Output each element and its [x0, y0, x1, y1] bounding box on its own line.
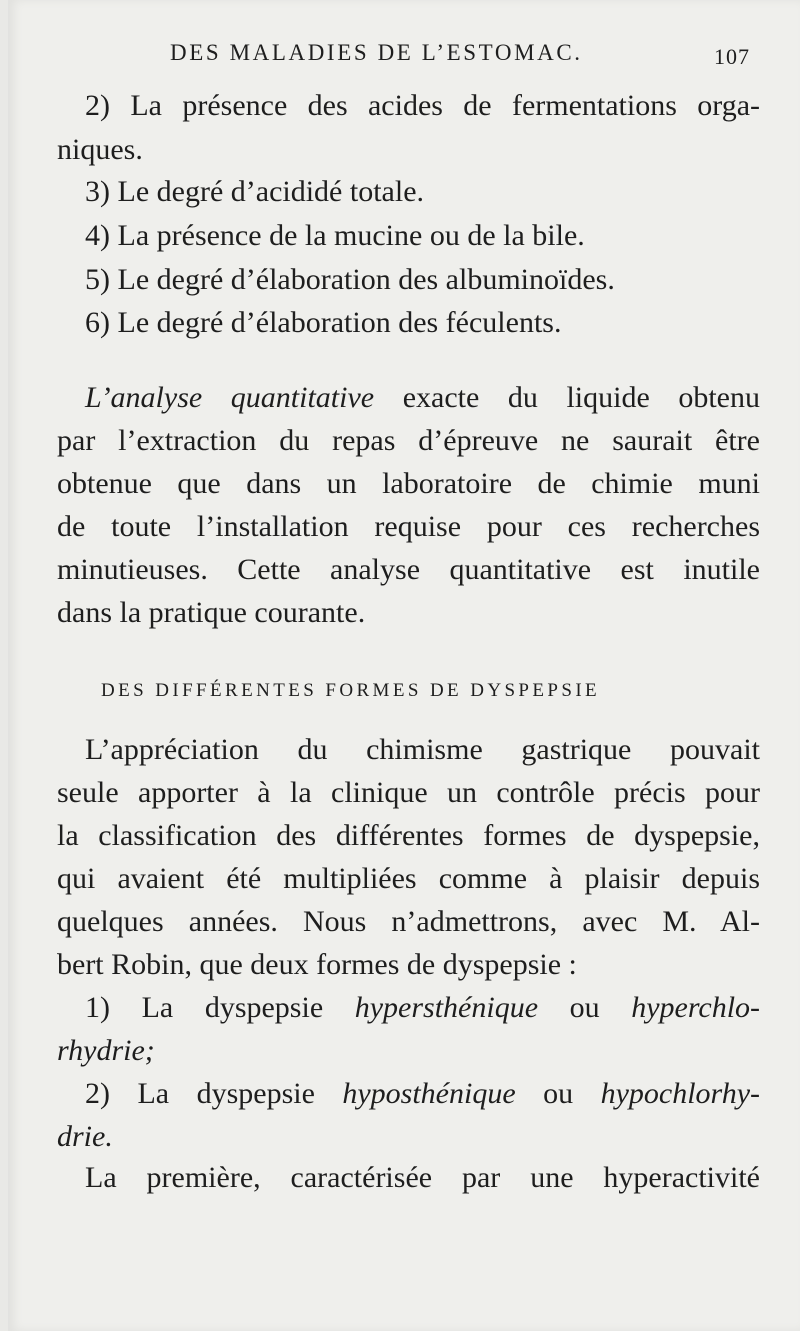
paragraph1-line3: obtenue que dans un laboratoire de chimie muni: [57, 467, 760, 500]
form-connector: ou: [569, 991, 600, 1024]
paragraph-text: exacte du liquide obtenu: [402, 381, 760, 414]
paragraph1-line4: de toute l’installation requise pour ces recherches: [57, 510, 760, 543]
paragraph2-line2: seule apporter à la clinique un contrôle précis pour: [57, 776, 760, 809]
form-prefix: La dyspepsie: [141, 991, 324, 1024]
form-term-alt-continued: rhydrie;: [57, 1034, 155, 1067]
form-number: 2): [85, 1077, 110, 1110]
list-item-text: Le degré d’acididé totale.: [117, 175, 425, 208]
book-page: [8, 0, 800, 1331]
paragraph2-line4: qui avaient été multipliées comme à plaisir depuis: [57, 862, 760, 895]
form-number: 1): [85, 991, 110, 1024]
page-number: 107: [714, 44, 750, 69]
form-connector: ou: [543, 1077, 574, 1110]
list-item-number: 3): [85, 175, 110, 208]
form-2-line1: [85, 1076, 760, 1112]
form-prefix: La dyspepsie: [137, 1077, 315, 1110]
paragraph1-line6: dans la pratique courante.: [57, 596, 366, 629]
form-1-line2: [57, 1033, 155, 1069]
list-item-text: Le degré d’élaboration des féculents.: [117, 306, 562, 339]
paragraph1-line5: minutieuses. Cette analyse quantitative est inutile: [57, 553, 760, 586]
running-head-title: DES MALADIES DE L’ESTOMAC.: [170, 40, 583, 65]
form-term-alt: hyperchlo-: [631, 991, 761, 1024]
list-item-number: 6): [85, 306, 110, 339]
italic-term: L’analyse quantitative: [85, 381, 375, 414]
form-term-alt: hypochlorhy-: [600, 1077, 760, 1110]
list-item-4: [85, 218, 585, 254]
list-item-2-line1: [85, 88, 760, 124]
form-2-line2: [57, 1119, 113, 1155]
paragraph3-line1: La première, caractérisée par une hyperactivité: [85, 1161, 760, 1194]
form-1-line1: [85, 990, 760, 1026]
form-term: hypersthénique: [354, 991, 539, 1024]
list-item-6: [85, 305, 561, 341]
form-term-alt-continued: drie.: [57, 1120, 113, 1153]
list-item-number: 5): [85, 263, 110, 296]
paragraph1-line2: par l’extraction du repas d’épreuve ne saurait être: [57, 424, 760, 457]
list-item-3: [85, 174, 424, 210]
list-item-2-line2: niques.: [57, 133, 143, 166]
list-item-5: [85, 262, 615, 298]
paragraph2-line5: quelques années. Nous n’admettrons, avec M. Al-: [57, 905, 760, 938]
paragraph1-line1: [85, 380, 760, 416]
list-item-text: La présence des acides de fermentations orga-: [130, 89, 760, 122]
list-item-text: Le degré d’élaboration des albuminoïdes.: [117, 263, 615, 296]
paragraph2-line6: bert Robin, que deux formes de dyspepsie :: [57, 948, 577, 981]
section-heading: DES DIFFÉRENTES FORMES DE DYSPEPSIE: [101, 680, 601, 701]
paragraph2-line1: L’appréciation du chimisme gastrique pouvait: [85, 733, 760, 766]
paragraph2-line3: la classification des différentes formes de dyspepsie,: [57, 819, 760, 852]
list-item-number: 2): [85, 89, 110, 122]
form-term: hyposthénique: [342, 1077, 516, 1110]
list-item-text: La présence de la mucine ou de la bile.: [117, 219, 585, 252]
list-item-number: 4): [85, 219, 110, 252]
